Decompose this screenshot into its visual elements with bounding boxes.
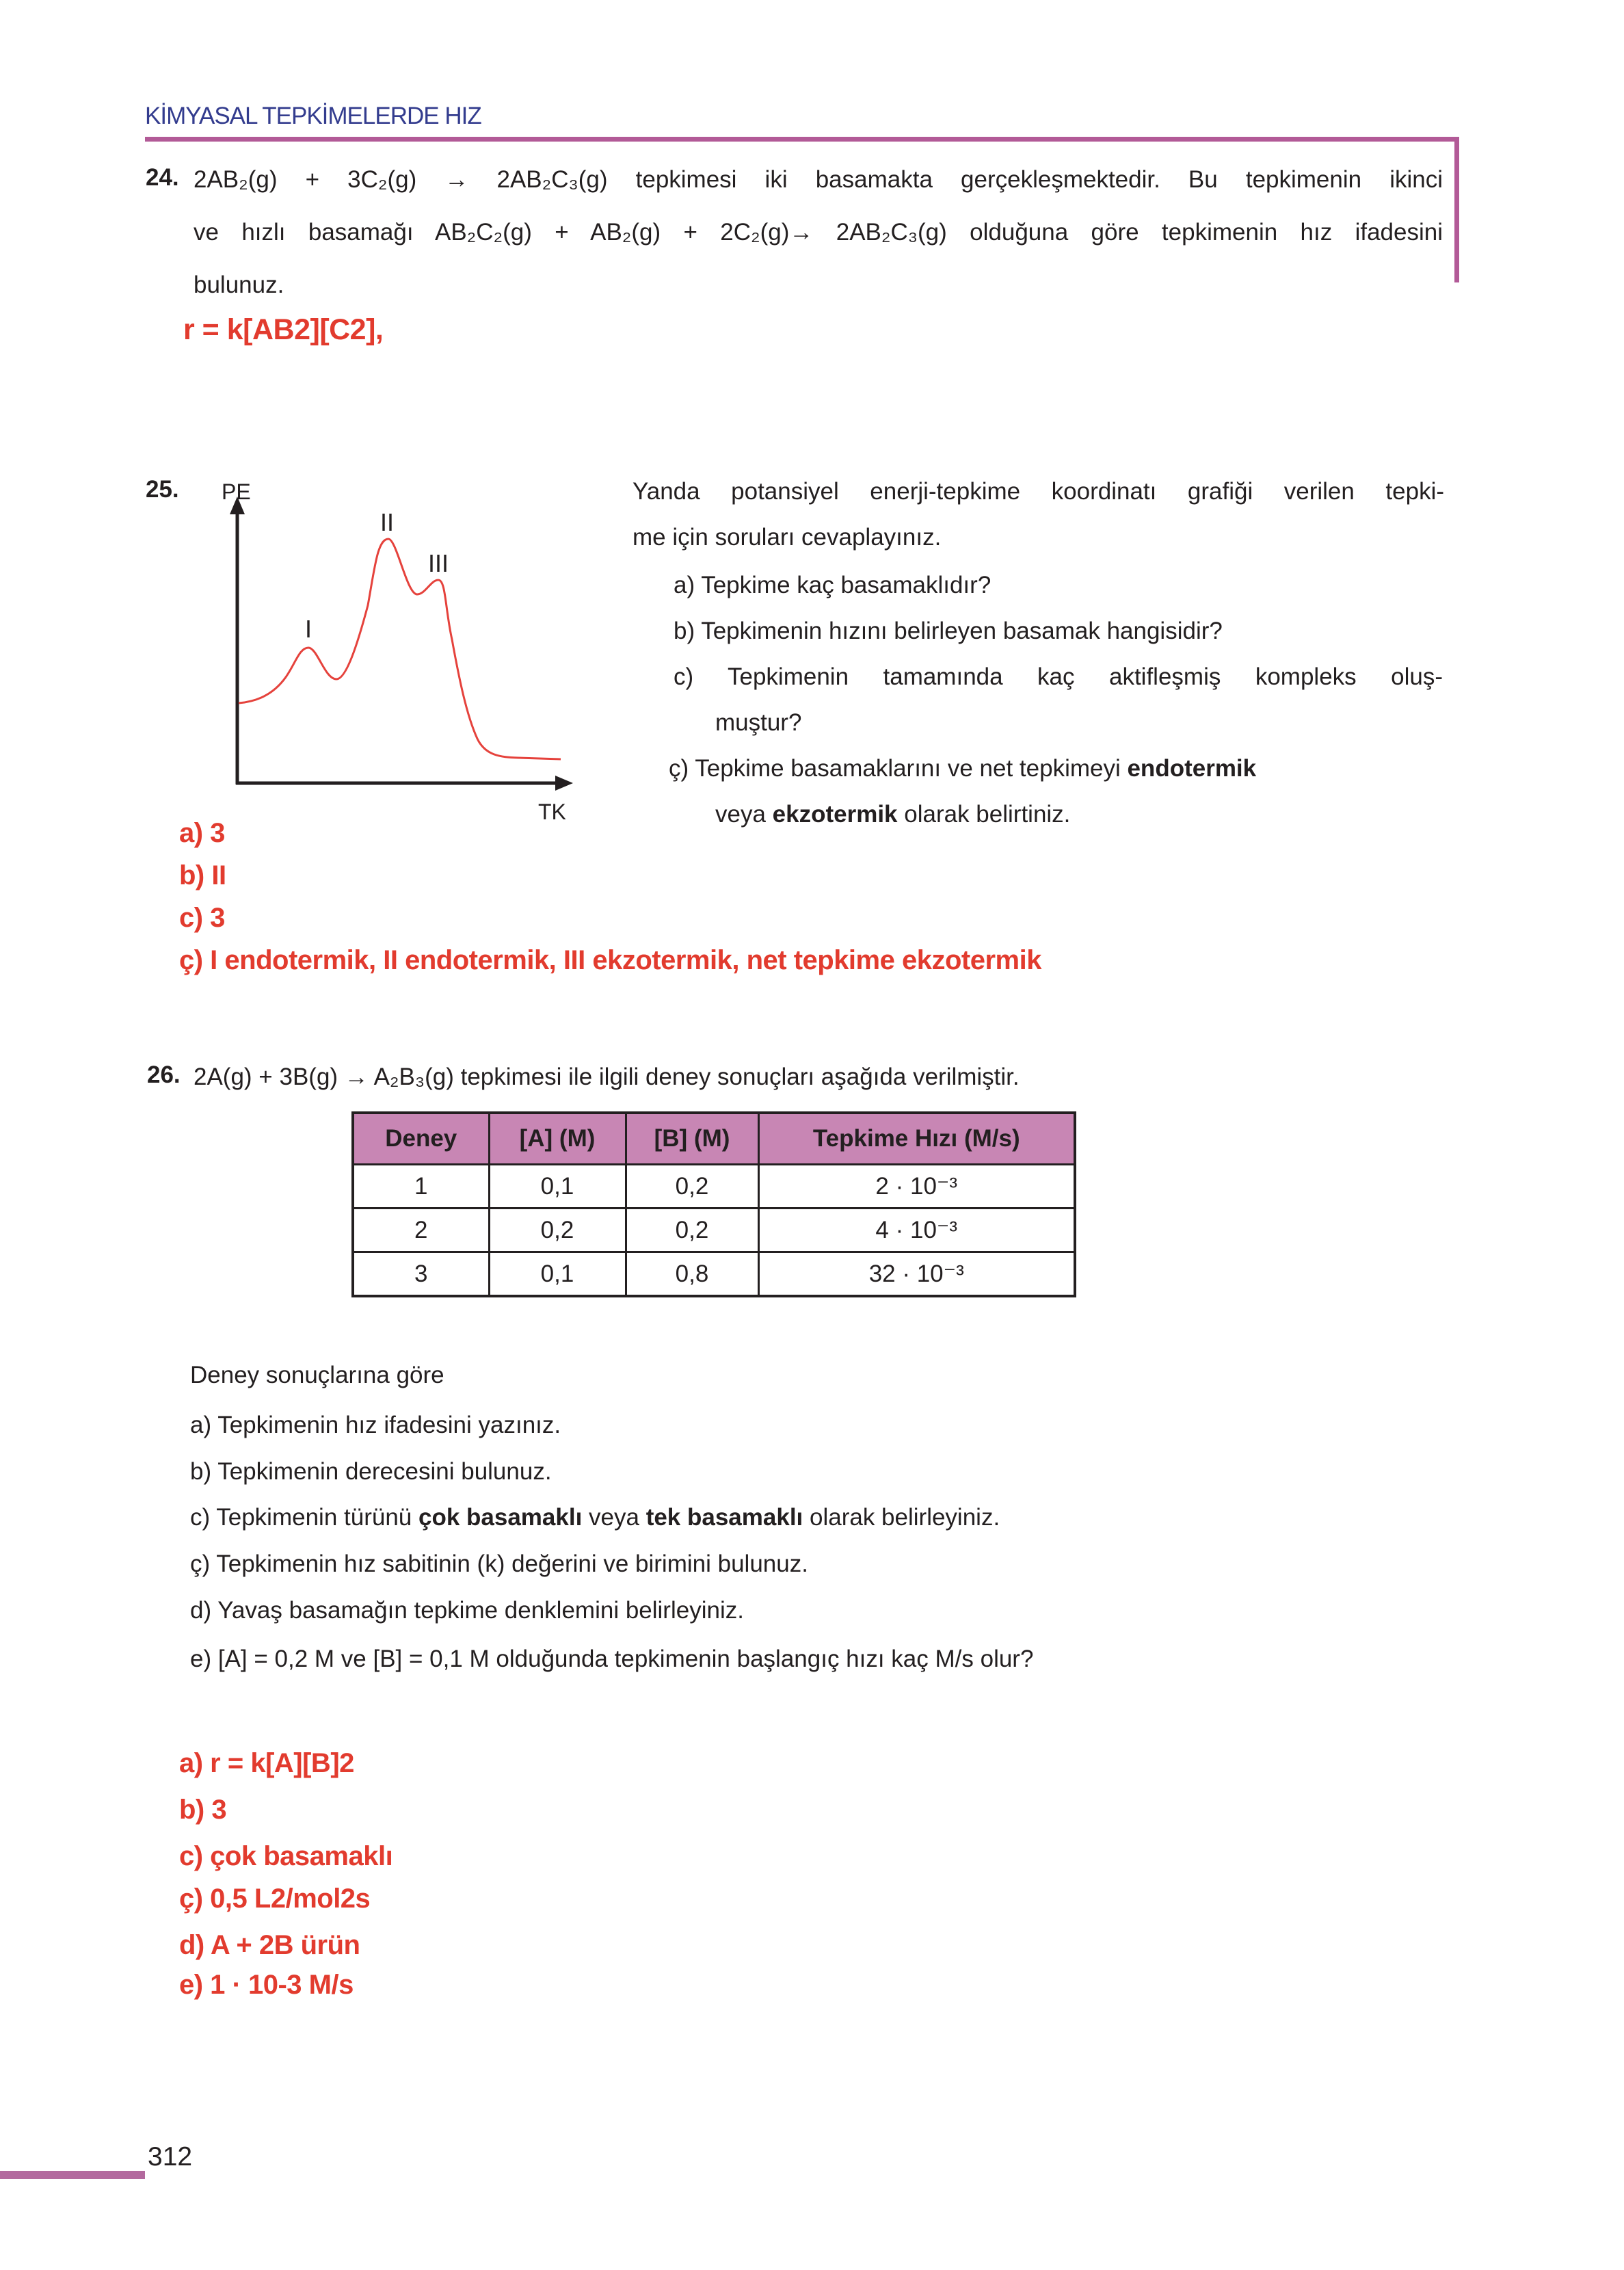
peak-label-i: I [305, 615, 312, 643]
q24-answer: r = k[AB2][C2], [183, 313, 384, 346]
x-axis-label: TK [538, 800, 566, 824]
experiment-table [351, 1111, 1076, 1297]
q26-item-c4: ç) Tepkimenin hız sabitinin (k) değerini ve birimini bulunuz. [190, 1550, 808, 1577]
table-cell: 3 [353, 1252, 489, 1297]
table-cell: 4 · 10⁻³ [758, 1209, 1075, 1252]
q25-item-c4-text: ç) Tepkime basamaklarını ve net tepkimeyi [669, 755, 1128, 782]
table-header-b: [B] (M) [626, 1113, 758, 1165]
q26-answer-a: a) r = k[A][B]2 [179, 1748, 354, 1778]
q24-line-3: bulunuz. [194, 272, 284, 298]
q26-answer-b: b) 3 [179, 1795, 227, 1825]
q26-item-c-bold2: tek basamaklı [645, 1504, 803, 1531]
q24-line-1: 2AB₂(g) + 3C₂(g) → 2AB₂C₃(g) tepkimesi iki basamakta gerçekleşmektedir. Bu tepkimenin ikinci [194, 166, 1443, 193]
table-cell: 1 [353, 1165, 489, 1209]
table-cell: 2 · 10⁻³ [758, 1165, 1075, 1209]
q25-item-c4b-bold: ekzotermik [772, 801, 898, 828]
q25-answer-b: b) II [179, 860, 226, 890]
q25-answer-a: a) 3 [179, 818, 225, 848]
footer-bar [0, 2171, 145, 2179]
header-underline-corner [1454, 137, 1459, 282]
table-cell: 0,2 [626, 1209, 758, 1252]
table-header-row [353, 1113, 1075, 1165]
potential-energy-graph [205, 472, 588, 834]
q26-answer-c: c) çok basamaklı [179, 1841, 393, 1871]
peak-label-iii: III [428, 549, 449, 577]
header-underline [145, 137, 1459, 142]
q26-item-c-text2: veya [582, 1504, 646, 1531]
table-header-deney: Deney [353, 1113, 489, 1165]
q25-intro-line-1: Yanda potansiyel enerji-tepkime koordinatı grafiği verilen tepki- [633, 478, 1444, 505]
q26-answer-c4: ç) 0,5 L2/mol2s [179, 1884, 371, 1914]
table-row [353, 1165, 1075, 1209]
x-axis-arrow [555, 776, 573, 791]
q25-answer-c4: ç) I endotermik, II endotermik, III ekzotermik, net tepkime ekzotermik [179, 945, 1041, 975]
page-title: KİMYASAL TEPKİMELERDE HIZ [145, 103, 481, 129]
q26-item-c-bold1: çok basamaklı [418, 1504, 583, 1531]
table-cell: 0,8 [626, 1252, 758, 1297]
q25-item-c4b-text2: olarak belirtiniz. [897, 801, 1071, 828]
q26-item-a: a) Tepkimenin hız ifadesini yazınız. [190, 1412, 561, 1438]
q25-item-c4-line-1 [669, 753, 1256, 784]
q25-item-c4-bold: endotermik [1127, 755, 1257, 782]
q25-item-c4-line-2 [715, 799, 1070, 830]
table-row [353, 1209, 1075, 1252]
q26-item-c [190, 1502, 1000, 1533]
q26-number: 26. [147, 1061, 181, 1088]
q25-item-c-line-2: muştur? [715, 709, 802, 736]
q26-item-e: e) [A] = 0,2 M ve [B] = 0,1 M olduğunda tepkimenin başlangıç hızı kaç M/s olur? [190, 1646, 1034, 1672]
q26-item-c-text1: c) Tepkimenin türünü [190, 1504, 418, 1531]
q26-intro: 2A(g) + 3B(g) → A₂B₃(g) tepkimesi ile ilgili deney sonuçları aşağıda verilmiştir. [194, 1064, 1020, 1090]
table-cell: 32 · 10⁻³ [758, 1252, 1075, 1297]
q25-item-a: a) Tepkime kaç basamaklıdır? [674, 572, 991, 598]
table-cell: 0,2 [626, 1165, 758, 1209]
q26-answer-d: d) A + 2B ürün [179, 1930, 360, 1960]
q24-number: 24. [146, 164, 179, 191]
q25-item-c4b-text1: veya [715, 801, 773, 828]
q26-item-c-text3: olarak belirleyiniz. [803, 1504, 1000, 1531]
q25-item-b: b) Tepkimenin hızını belirleyen basamak hangisidir? [674, 618, 1223, 644]
table-cell: 2 [353, 1209, 489, 1252]
q26-lead: Deney sonuçlarına göre [190, 1362, 444, 1388]
q25-item-c-line-1: c) Tepkimenin tamamında kaç aktifleşmiş kompleks oluş- [674, 663, 1443, 690]
peak-label-ii: II [380, 508, 395, 536]
q24-line-2: ve hızlı basamağı AB₂C₂(g) + AB₂(g) + 2C₂(g)→ 2AB₂C₃(g) olduğuna göre tepkimenin hız ifadesini [194, 219, 1443, 246]
q25-answer-c: c) 3 [179, 903, 225, 933]
table-cell: 0,1 [489, 1165, 626, 1209]
q25-intro-line-2: me için soruları cevaplayınız. [633, 524, 942, 551]
table-cell: 0,2 [489, 1209, 626, 1252]
y-axis-label: PE [222, 479, 251, 504]
q25-number: 25. [146, 476, 179, 503]
energy-curve [239, 539, 561, 759]
table-cell: 0,1 [489, 1252, 626, 1297]
table-header-a: [A] (M) [489, 1113, 626, 1165]
page-number: 312 [148, 2142, 193, 2172]
q26-item-d: d) Yavaş basamağın tepkime denklemini belirleyiniz. [190, 1597, 744, 1624]
table-header-rate: Tepkime Hızı (M/s) [758, 1113, 1075, 1165]
q26-answer-e: e) 1 · 10-3 M/s [179, 1970, 354, 2000]
q26-item-b: b) Tepkimenin derecesini bulunuz. [190, 1458, 552, 1485]
table-row [353, 1252, 1075, 1297]
